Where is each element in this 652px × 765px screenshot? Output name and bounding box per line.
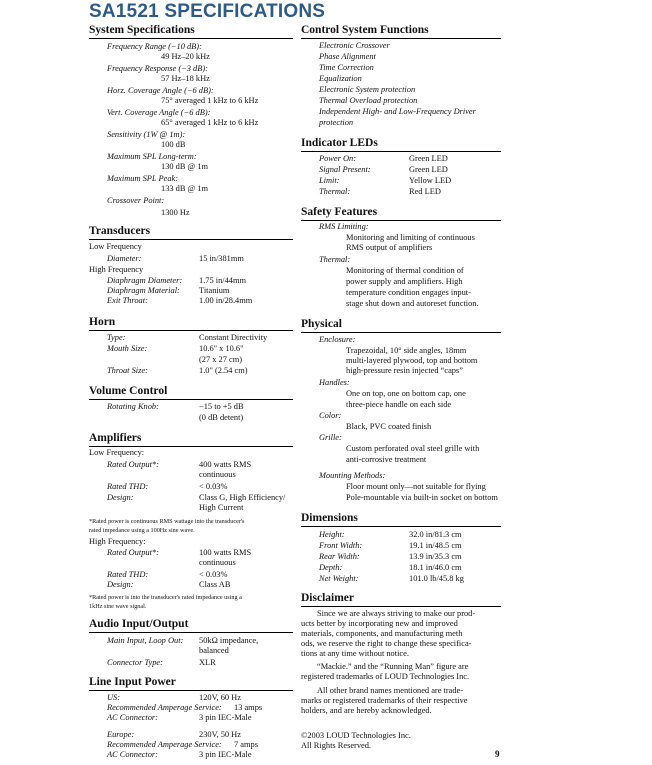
spec-label: Maximum SPL Long-term: [107, 152, 197, 161]
spec-label: Recommended Amperage Service: [107, 740, 222, 749]
spec-label: Frequency Range (−10 dB): [107, 42, 202, 51]
spec-value: 75° averaged 1 kHz to 6 kHz [161, 96, 259, 105]
section-rule [89, 239, 293, 240]
spec-label: Power On: [319, 154, 356, 163]
list-item: Phase Alignment [319, 52, 376, 61]
spec-label: RMS Limiting: [319, 222, 369, 231]
spec-label: Rated THD: [107, 570, 149, 579]
footnote: *Rated power is continuous RMS wattage into the transducer's [89, 518, 245, 525]
spec-value: 1300 Hz [161, 208, 190, 217]
section-rule [89, 399, 293, 400]
spec-label: AC Connector: [107, 713, 158, 722]
spec-value: 100 watts RMS [199, 548, 252, 557]
footnote: rated impedance using a 100Hz sine wave. [89, 527, 195, 534]
disclaimer-text: ods, we reserve the right to change these specifica- [301, 639, 472, 648]
section-heading-system: System Specifications [89, 24, 195, 36]
spec-label: Rotating Knob: [107, 402, 159, 411]
spec-value: 133 dB @ 1m [161, 184, 209, 193]
spec-value: 13 amps [234, 703, 263, 712]
spec-label: Connector Type: [107, 658, 163, 667]
spec-label: Net Weight: [319, 574, 359, 583]
spec-label: Mounting Methods: [319, 471, 386, 480]
spec-value: Red LED [409, 187, 441, 196]
spec-label: Thermal: [319, 255, 351, 264]
spec-label: Crossover Point: [107, 196, 165, 205]
spec-text: anti-corrosive treatment [346, 455, 427, 464]
spec-label: Diameter: [107, 254, 142, 263]
section-heading-transducers: Transducers [89, 225, 151, 237]
spec-label: Rated Output*: [107, 460, 159, 469]
spec-label: Design: [107, 580, 134, 589]
copyright-text: ©2003 LOUD Technologies Inc. [301, 731, 411, 740]
section-heading-audio: Audio Input/Output [89, 618, 189, 630]
spec-value: High Current [199, 503, 244, 512]
spec-text: Black, PVC coated finish [346, 422, 432, 431]
section-rule [89, 330, 293, 331]
spec-value: 18.1 in/46.0 cm [409, 563, 462, 572]
spec-value: 400 watts RMS [199, 460, 252, 469]
subheading-high-frequency: High Frequency: [89, 537, 146, 546]
spec-label: Frequency Response (−3 dB): [107, 64, 208, 73]
footnote: 1kHz sine wave signal. [89, 603, 147, 610]
section-heading-physical: Physical [301, 318, 342, 330]
spec-label: Handles: [319, 378, 350, 387]
section-rule [301, 220, 501, 221]
spec-value: 230V, 50 Hz [199, 730, 241, 739]
spec-value: 3 pin IEC-Male [199, 750, 252, 759]
spec-label: Rated Output*: [107, 548, 159, 557]
spec-value: (0 dB detent) [199, 413, 244, 422]
section-rule [301, 151, 501, 152]
spec-text: RMS output of amplifiers [346, 243, 433, 252]
section-rule [89, 38, 293, 39]
section-rule [301, 332, 501, 333]
spec-label: Vert. Coverage Angle (−6 dB): [107, 108, 211, 117]
spec-value: 101.0 lb/45.8 kg [409, 574, 464, 583]
list-item: protection [319, 118, 354, 127]
section-heading-control: Control System Functions [301, 24, 429, 36]
spec-label: Height: [319, 530, 345, 539]
spec-value: 120V, 60 Hz [199, 693, 241, 702]
spec-text: One on top, one on bottom cap, one [346, 389, 466, 398]
spec-value: 3 pin IEC-Male [199, 713, 252, 722]
spec-value: −15 to +5 dB [199, 402, 244, 411]
spec-value: 32.0 in/81.3 cm [409, 530, 462, 539]
spec-value: < 0.03% [199, 482, 228, 491]
spec-label: Type: [107, 333, 126, 342]
spec-value: continuous [199, 470, 236, 479]
section-heading-dimensions: Dimensions [301, 512, 358, 524]
spec-label: Enclosure: [319, 335, 356, 344]
spec-value: Green LED [409, 165, 448, 174]
spec-text: three-piece handle on each side [346, 400, 452, 409]
spec-value: 19.1 in/48.5 cm [409, 541, 462, 550]
section-rule [301, 38, 501, 39]
spec-text: Trapezoidal, 10° side angles, 18mm [346, 346, 467, 355]
disclaimer-text: ucts better by incorporating new and improved [301, 619, 458, 628]
subheading-high-frequency: High Frequency [89, 265, 144, 274]
spec-value: 10.6" x 10.6" [199, 344, 244, 353]
spec-value: Yellow LED [409, 176, 452, 185]
spec-label: Throat Size: [107, 366, 148, 375]
spec-value: 65° averaged 1 kHz to 6 kHz [161, 118, 259, 127]
spec-text: high-pressure resin injected “caps” [346, 366, 463, 375]
spec-label: US: [107, 693, 121, 702]
subheading-low-frequency: Low Frequency [89, 242, 142, 251]
spec-label: Thermal: [319, 187, 351, 196]
section-heading-horn: Horn [89, 316, 116, 328]
spec-label: Design: [107, 493, 134, 502]
spec-label: Signal Present: [319, 165, 371, 174]
spec-label: AC Connector: [107, 750, 158, 759]
spec-value: Constant Directivity [199, 333, 268, 342]
spec-text: multi-layered plywood, top and bottom [346, 356, 478, 365]
spec-text: Custom perforated oval steel grille with [346, 444, 480, 453]
spec-text: Monitoring of thermal condition of [346, 266, 464, 275]
spec-value: continuous [199, 558, 236, 567]
spec-label: Europe: [107, 730, 135, 739]
list-item: Equalization [319, 74, 362, 83]
spec-label: Main Input, Loop Out: [107, 636, 184, 645]
list-item: Independent High- and Low-Frequency Driver [319, 107, 476, 116]
section-heading-power: Line Input Power [89, 676, 176, 688]
spec-label: Depth: [319, 563, 343, 572]
spec-label: Grille: [319, 433, 342, 442]
page-number: 9 [495, 749, 500, 759]
disclaimer-text: Since we are always striving to make our prod- [317, 609, 476, 618]
disclaimer-text: registered trademarks of LOUD Technologies Inc. [301, 672, 470, 681]
list-item: Electronic System protection [319, 85, 416, 94]
section-heading-volume: Volume Control [89, 385, 168, 397]
spec-value: Class AB [199, 580, 231, 589]
spec-label: Horz. Coverage Angle (−6 dB): [107, 86, 214, 95]
section-heading-leds: Indicator LEDs [301, 137, 378, 149]
disclaimer-text: materials, components, and manufacturing meth [301, 629, 463, 638]
spec-value: XLR [199, 658, 216, 667]
spec-value: Titanium [199, 286, 230, 295]
spec-label: Diaphragm Material: [107, 286, 180, 295]
spec-value: < 0.03% [199, 570, 228, 579]
spec-label: Maximum SPL Peak: [107, 174, 179, 183]
list-item: Thermal Overload protection [319, 96, 418, 105]
spec-label: Rated THD: [107, 482, 149, 491]
section-heading-safety: Safety Features [301, 206, 378, 218]
spec-label: Exit Throat: [107, 296, 148, 305]
spec-label: Sensitivity (1W @ 1m): [107, 130, 186, 139]
disclaimer-text: holders, and are hereby acknowledged. [301, 706, 432, 715]
spec-label: Recommended Amperage Service: [107, 703, 222, 712]
spec-value: 7 amps [234, 740, 258, 749]
disclaimer-text: marks or registered trademarks of their respective [301, 696, 468, 705]
disclaimer-text: “Mackie.” and the “Running Man” figure are [317, 662, 469, 671]
spec-value: Green LED [409, 154, 448, 163]
spec-value: 13.9 in/35.3 cm [409, 552, 462, 561]
spec-value: 15 in/381mm [199, 254, 244, 263]
spec-label: Mouth Size: [107, 344, 148, 353]
spec-value: 100 dB [161, 140, 186, 149]
spec-value: 1.00 in/28.4mm [199, 296, 253, 305]
section-rule [89, 690, 293, 691]
subheading-low-frequency: Low Frequency: [89, 448, 145, 457]
spec-label: Rear Width: [319, 552, 360, 561]
spec-value: (27 x 27 cm) [199, 355, 243, 364]
spec-label: Limit: [319, 176, 340, 185]
spec-value: 50kΩ impedance, [199, 636, 259, 645]
section-rule [301, 526, 501, 527]
section-rule [89, 632, 293, 633]
list-item: Time Correction [319, 63, 374, 72]
section-rule [89, 446, 293, 447]
spec-value: 130 dB @ 1m [161, 162, 209, 171]
section-heading-disclaimer: Disclaimer [301, 592, 355, 604]
list-item: Electronic Crossover [319, 41, 390, 50]
spec-value: 49 Hz–20 kHz [161, 52, 210, 61]
page-title: SA1521 SPECIFICATIONS [89, 1, 326, 22]
spec-text: stage shut down and autoreset function. [346, 299, 479, 308]
spec-text: Monitoring and limiting of continuous [346, 233, 475, 242]
disclaimer-text: tions at any time without notice. [301, 649, 409, 658]
spec-text: temperature condition engages input- [346, 288, 471, 297]
spec-label: Color: [319, 411, 342, 420]
spec-value: 1.75 in/44mm [199, 276, 246, 285]
spec-value: Class G, High Efficiency/ [199, 493, 286, 502]
spec-text: Pole-mountable via built-in socket on bottom [346, 493, 498, 502]
spec-label: Front Width: [319, 541, 363, 550]
copyright-text: All Rights Reserved. [301, 741, 372, 750]
spec-value: 57 Hz–18 kHz [161, 74, 210, 83]
disclaimer-text: All other brand names mentioned are trade- [317, 686, 464, 695]
spec-label: Diaphragm Diameter: [107, 276, 183, 285]
section-heading-amplifiers: Amplifiers [89, 432, 142, 444]
spec-value: 1.0" (2.54 cm) [199, 366, 248, 375]
spec-value: balanced [199, 646, 229, 655]
spec-text: Floor mount only—not suitable for flying [346, 482, 486, 491]
footnote: *Rated power is into the transducer's rated impedance using a [89, 594, 242, 601]
section-rule [301, 606, 501, 607]
spec-text: power supply and amplifiers. High [346, 277, 463, 286]
